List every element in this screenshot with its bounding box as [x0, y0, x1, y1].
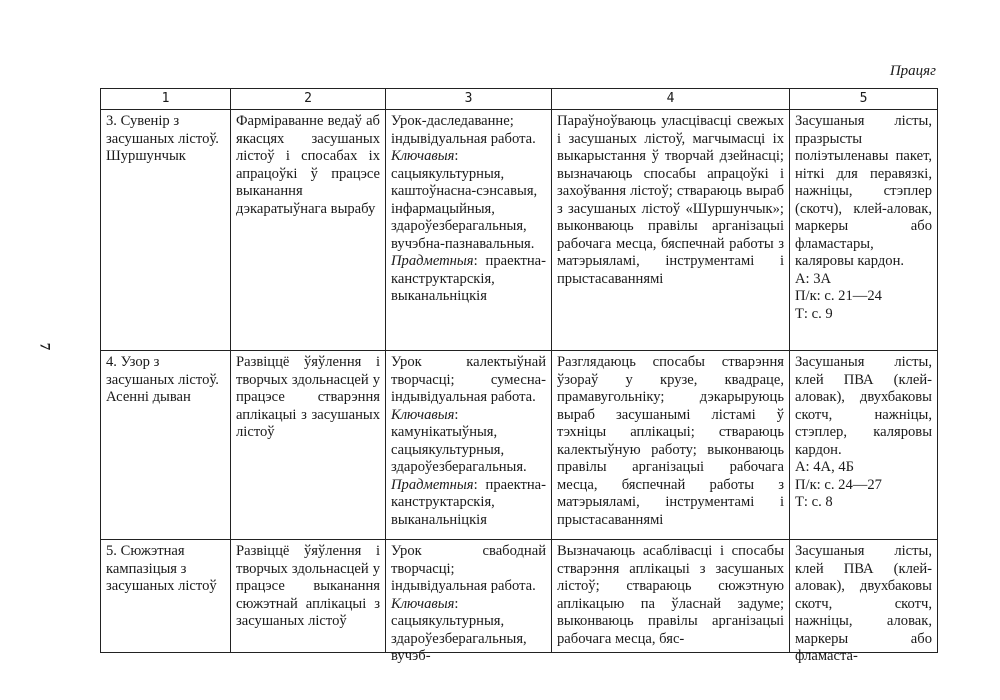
lesson-goal-text: Развіццё ўяўлення і творчых здольнасцей у працэсе выканання сюжэтнай аплікацыі з засушаных лістоў	[236, 543, 380, 629]
column-header: 5	[790, 89, 938, 110]
lesson-plan-table	[100, 88, 938, 664]
lesson-type: Урок-даследаванне; індывідуальная работа.	[391, 113, 536, 147]
page-number: 7	[36, 342, 53, 351]
ref-notebook: Т: с. 8	[795, 494, 833, 510]
ref-album: А: 3А	[795, 270, 832, 287]
key-label: Ключавыя	[391, 595, 455, 612]
subject-text: : праектна-канструктарскія, выканальніцкія	[391, 253, 546, 304]
key-label: Ключавыя	[391, 148, 455, 164]
materials: Засушаныя лісты, празрысты поліэтыленавы пакет, ніткі для перавязкі, нажніцы, стэплер (скотч), клей-аловак, маркеры або фламастары, каляровы кардон.	[795, 113, 932, 269]
subject-text: : праектна-канструктарскія, выканальніцкія	[391, 476, 546, 528]
key-competencies	[391, 596, 546, 666]
materials-cell	[790, 351, 938, 540]
column-number-row	[101, 89, 938, 110]
key-label: Ключавыя	[391, 406, 455, 423]
column-header: 2	[231, 89, 386, 110]
continuation-label: Працяг	[889, 63, 936, 79]
student-activities-text: Вызначаюць асаблівасці і спосабы стварэння аплікацыі з засушаных лістоў; ствараюць сюжэтную аплікацыю па ўласнай задуме; выконваюць правілы арганізацыі рабочага месца, бяс-	[557, 543, 784, 647]
lesson-topic-text: 5. Сюжэтная кампазіцыя з засушаных лістоў	[106, 543, 217, 594]
column-header: 3	[386, 89, 552, 110]
key-text: : сацыякультурныя, здароўезберагальныя, вучэб-	[391, 595, 527, 664]
lesson-goal	[231, 540, 386, 653]
column-header: 1	[101, 89, 231, 110]
subject-competencies	[391, 477, 546, 530]
ref-notebook: Т: с. 9	[795, 305, 833, 322]
student-activities: Параўноўваюць уласцівасці свежых і засушаных лістоў, магчымасці іх выкарыстання ў творчай дзейнасці; вызначаюць спосабы апрацоўкі і захоўвання лістоў; ствараюць выраб з засушаных лістоў «Шуршунчык»; выконваюць правілы арганізацыі рабочага месца, бяспечнай работы з матэрыяламі, інструментамі і прыстасаваннямі	[552, 110, 790, 351]
table-row	[101, 351, 938, 540]
lesson-goal: Фарміраванне ведаў аб якасцях засушаных лістоў і спосабах іх апрацоўкі ў працэсе выканання дэкаратыўнага вырабу	[231, 110, 386, 351]
table-row	[101, 540, 938, 653]
student-activities	[552, 540, 790, 653]
materials-text: Засушаныя лісты, клей ПВА (клей-аловак), двухбаковы скотч, скотч, нажніцы, аловак, маркеры або фламаста-	[795, 543, 932, 664]
ref-textbook: П/к: с. 21—24	[795, 288, 882, 304]
lesson-type-clip	[391, 543, 546, 664]
column-header: 4	[552, 89, 790, 110]
key-text: : камунікатыўныя, сацыякультурныя, здароўезберагальныя.	[391, 406, 527, 475]
lesson-type-cell	[386, 351, 552, 540]
key-competencies	[391, 407, 546, 477]
lesson-topic: 4. Узор з засушаных лістоў. Асенні дыван	[101, 351, 231, 540]
materials-cell	[790, 540, 938, 664]
lesson-type-cell	[386, 110, 552, 351]
key-competencies	[391, 148, 546, 253]
lesson-type: Урок свабоднай творчасці; індывідуальная работа.	[391, 543, 546, 594]
subject-label: Прадметныя	[391, 476, 474, 493]
key-text: : сацыякультурныя, каштоўнасна-сэнсавыя, інфармацыйныя, здароўезберагальныя, вучэбна-пазнавальныя.	[391, 148, 538, 252]
lesson-topic: 3. Сувенір з засушаных лістоў. Шуршунчык	[101, 110, 231, 351]
lesson-goal: Развіццё ўяўлення і творчых здольнасцей у працэсе стварэння аплікацыі з засушаных лістоў	[231, 351, 386, 540]
student-activities: Разглядаюць спосабы стварэння ўзораў у крузе, квадраце, прамавугольніку; дэкарыруюць выраб засушанымі лістамі ў тэхніцы аплікацыі; ствараюць калектыўную работу; выконваюць правілы арганізацыі рабочага месца, бяспечнай работы з матэрыяламі, інструментамі і прыстасаваннямі	[552, 351, 790, 540]
ref-album: А: 4А, 4Б	[795, 459, 855, 475]
subject-label: Прадметныя	[391, 253, 474, 269]
subject-competencies	[391, 253, 546, 306]
lesson-type-cell	[386, 540, 552, 664]
materials: Засушаныя лісты, клей ПВА (клей-аловак), двухбаковы скотч, нажніцы, стэплер, каляровы кардон.	[795, 354, 932, 458]
materials-cell	[790, 110, 938, 351]
table-row	[101, 110, 938, 351]
lesson-type: Урок калектыўнай творчасці; сумесна-індывідуальная работа.	[391, 354, 546, 405]
ref-textbook: П/к: с. 24—27	[795, 476, 882, 493]
lesson-topic	[101, 540, 231, 653]
